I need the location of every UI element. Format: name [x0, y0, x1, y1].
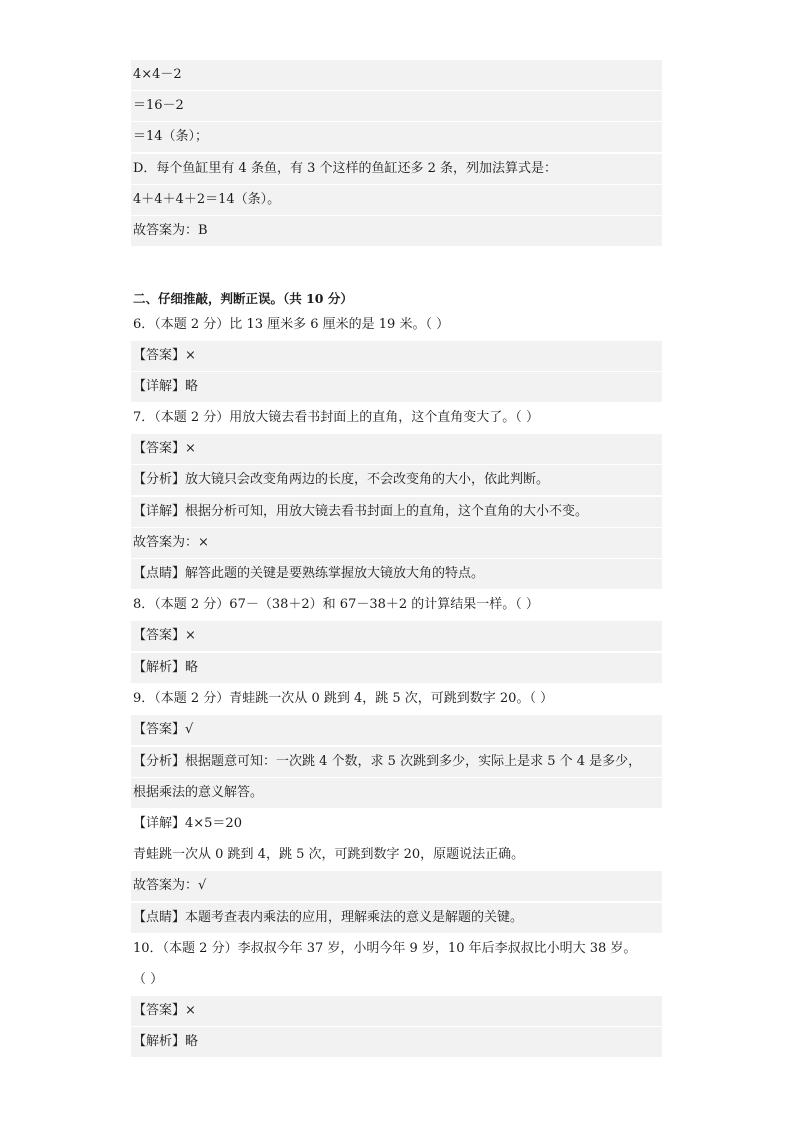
question-9-conclusion: 故答案为：√	[131, 871, 662, 901]
question-8-explain: 【解析】略	[131, 653, 662, 683]
question-9-stem: 9．（本题 2 分）青蛙跳一次从 0 跳到 4，跳 5 次，可跳到数字 20。（ ）	[133, 691, 554, 706]
question-9-answer: 【答案】√	[131, 715, 662, 745]
question-9-comment: 【点睛】本题考查表内乘法的应用，理解乘法的意义是解题的关键。	[131, 903, 662, 933]
question-7-stem: 7．（本题 2 分）用放大镜去看书封面上的直角，这个直角变大了。（ ）	[133, 410, 539, 425]
prev-solution-line-3: ＝14（条）；	[131, 122, 662, 152]
prev-solution-line-2: ＝16－2	[131, 91, 662, 121]
question-6-stem: 6．（本题 2 分）比 13 厘米多 6 厘米的是 19 米。（ ）	[133, 317, 450, 332]
question-7-analysis: 【分析】放大镜只会改变角两边的长度，不会改变角的大小，依此判断。	[131, 465, 662, 495]
question-10-stem-cont: （ ）	[133, 972, 164, 987]
prev-solution-line-5: 4＋4＋4＋2＝14（条）。	[131, 185, 662, 215]
question-6-answer: 【答案】×	[131, 341, 662, 371]
prev-solution-line-1: 4×4－2	[131, 60, 662, 90]
section-heading: 二、仔细推敲，判断正误。（共 10 分）	[133, 291, 353, 306]
question-7-conclusion: 故答案为：×	[131, 528, 662, 558]
prev-solution-line-4: D．每个鱼缸里有 4 条鱼，有 3 个这样的鱼缸还多 2 条，列加法算式是：	[131, 154, 662, 184]
prev-solution-conclusion: 故答案为：B	[131, 216, 662, 246]
question-7-answer: 【答案】×	[131, 434, 662, 464]
question-7-detail: 【详解】根据分析可知，用放大镜去看书封面上的直角，这个直角的大小不变。	[131, 497, 662, 527]
question-9-detail: 【详解】4×5＝20	[133, 816, 242, 831]
question-10-explain: 【解析】略	[131, 1027, 662, 1057]
question-9-detail-cont: 青蛙跳一次从 0 跳到 4，跳 5 次，可跳到数字 20，原题说法正确。	[133, 847, 525, 862]
question-8-answer: 【答案】×	[131, 621, 662, 651]
question-9-analysis: 【分析】根据题意可知：一次跳 4 个数，求 5 次跳到多少，实际上是求 5 个 4 是多少，	[131, 747, 662, 777]
question-9-analysis-cont: 根据乘法的意义解答。	[131, 778, 662, 808]
question-7-comment: 【点睛】解答此题的关键是要熟练掌握放大镜放大角的特点。	[131, 559, 662, 589]
question-10-stem: 10．（本题 2 分）李叔叔今年 37 岁，小明今年 9 岁，10 年后李叔叔比小明大 38 岁。	[133, 941, 637, 956]
question-8-stem: 8．（本题 2 分）67－（38＋2）和 67－38＋2 的计算结果一样。（ ）	[133, 597, 539, 612]
question-10-answer: 【答案】×	[131, 996, 662, 1026]
question-6-detail: 【详解】略	[131, 372, 662, 402]
